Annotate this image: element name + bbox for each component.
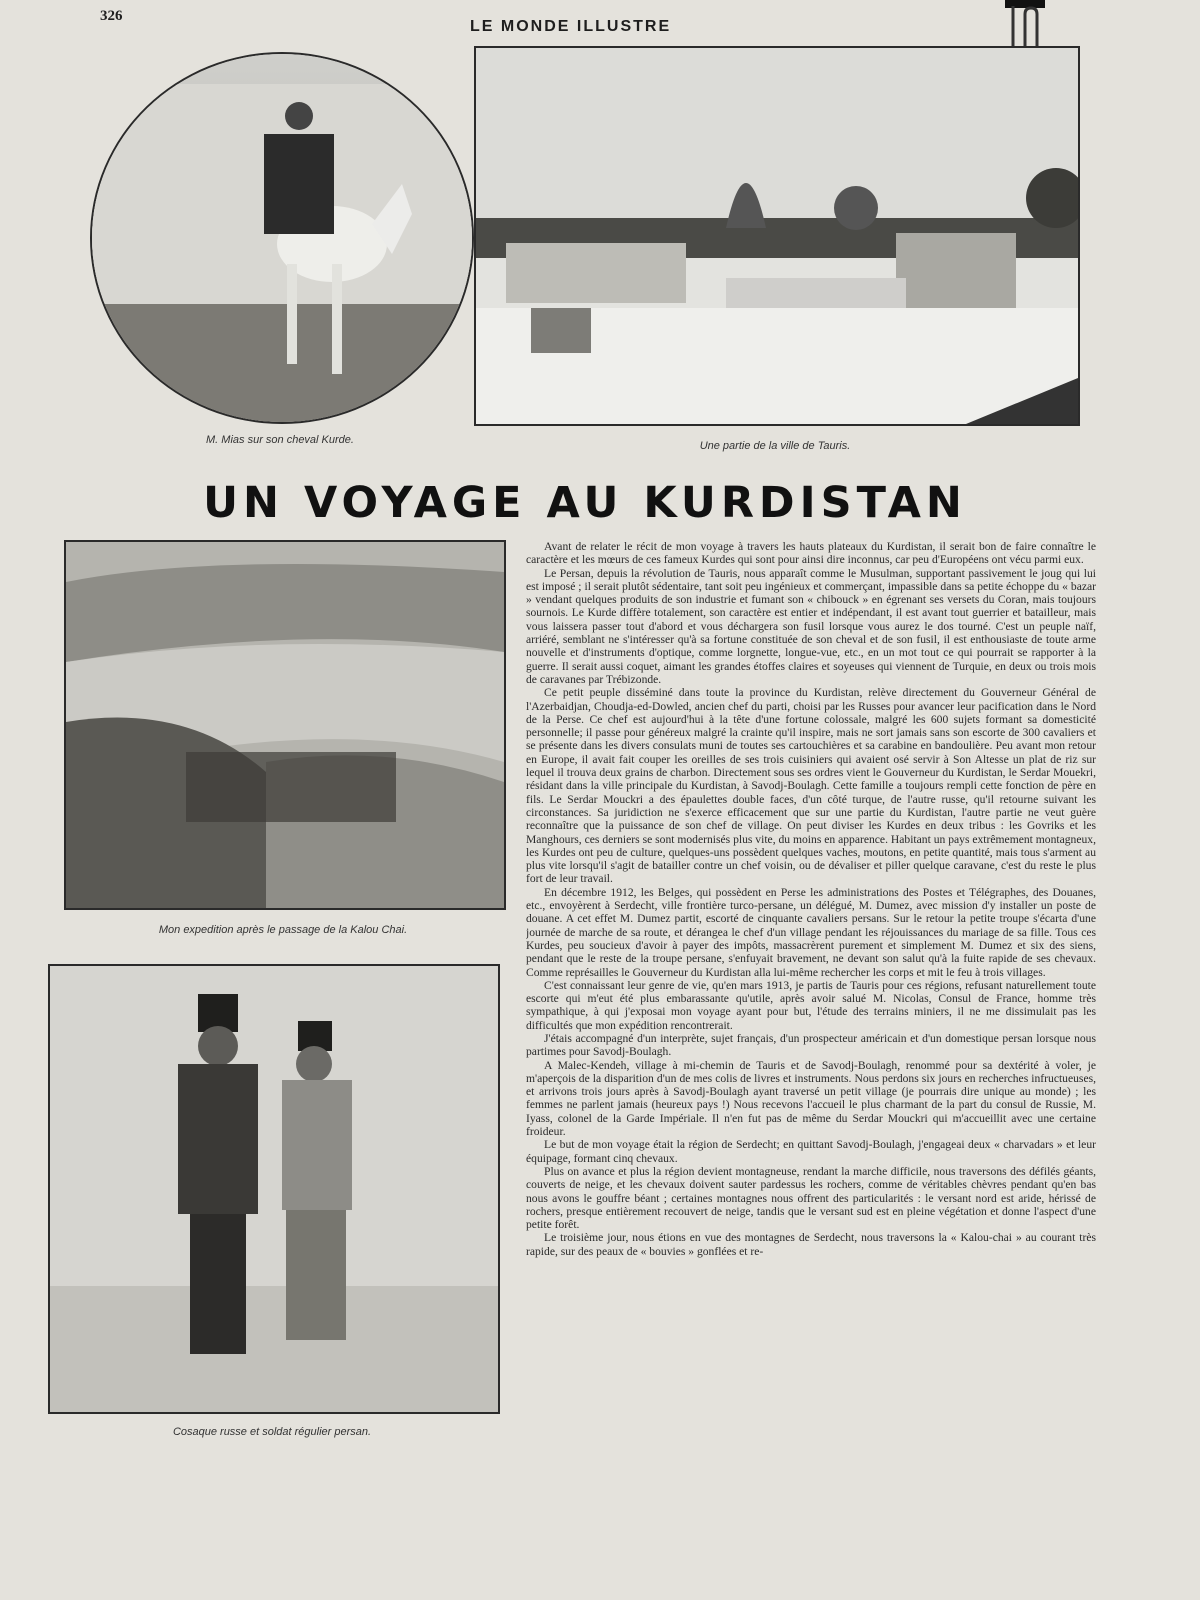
soldiers-photo xyxy=(48,964,500,1414)
article-paragraph: En décembre 1912, les Belges, qui possèdent en Perse les administrations des Postes et Télégraphes, des Douanes, etc., envoyèrent à Serdecht, ville frontière turco-persane, un délégué, M. Dumez, avec mission d'y installer un poste de douane. A cet effet M. Dumez partit, escorté de cinquante cavaliers persans. Sur le retour la petite troupe s'écarta d'une journée de marche de sa route, et dérangea le chef d'un village pendant les réjouissances du mariage de sa fille. Tous ces Kurdes, peu soucieux d'avoir à payer des impôts, massacrèrent purement et simplement M. Dumez et six des siens, pendant que le reste de la troupe persane, s'enfuyait bravement, ne devant son salut qu'à la fuite rapide de ses chevaux. Comme représailles le Gouverneur du Kurdistan alla lui-même rechercher les corps et mit le feu à trois villages. xyxy=(526,885,1096,979)
town-photo xyxy=(474,46,1080,426)
article-paragraph: Plus on avance et plus la région devient montagneuse, rendant la marche difficile, nous traversons des défilés géants, couverts de neige, et les chevaux doivent sauter pardessus les rochers, comme de véritables chèvres pendant qu'en bas nous avons le gouffre béant ; certaines montagnes nous offrent des particularités : le versant nord est aride, hérissé de rochers, presque entièrement recouvert de neige, tandis que le versant sud est en pleine végétation et donne l'aspect d'une petite forêt. xyxy=(526,1164,1096,1232)
page-number: 326 xyxy=(100,8,123,24)
article-paragraph: C'est connaissant leur genre de vie, qu'en mars 1913, je partis de Tauris pour ces régions, refusant naturellement toute escorte qui m'eut été plus embarassante qu'utile, après avoir salué M. Nicolas, Consul de France, homme très sympathique, à qui j'exposai mon voyage ayant pour but, l'étude des terrains miniers, il ne me dissimulait pas les difficultés que mon expédition rencontrerait. xyxy=(526,978,1096,1032)
article-body xyxy=(526,540,1096,1480)
rider-photo xyxy=(90,52,474,424)
expedition-caption: Mon expedition après le passage de la Kalou Chai. xyxy=(158,924,408,936)
expedition-photo xyxy=(64,540,506,910)
article-paragraph: Le troisième jour, nous étions en vue des montagnes de Serdecht, nous traversons la « Kalou-chai » au courant très rapide, sur des peaux de « bouvies » gonflées et re- xyxy=(526,1231,1096,1258)
article-paragraph: Le but de mon voyage était la région de Serdecht; en quittant Savodj-Boulagh, j'engageai deux « charvadars » et leur équipage, formant cinq chevaux. xyxy=(526,1138,1096,1165)
soldiers-caption: Cosaque russe et soldat régulier persan. xyxy=(172,1426,372,1438)
town-caption: Une partie de la ville de Tauris. xyxy=(699,440,851,452)
article-paragraph: Le Persan, depuis la révolution de Tauris, nous apparaît comme le Musulman, supportant passivement le joug qui lui est imposé ; il serait plutôt sédentaire, tant soit peu ingénieux et commerçant, impassible dans sa petite échoppe du « bazar » vendant quelques produits de son industrie et fumant son « chibouck » en égrenant ses versets du Coran, mais toujours sournois. Le Kurde diffère totalement, son caractère est entier et indépendant, il est avant tout guerrier et batailleur, mais vous laissera passer tout d'abord et vous déchargera son fusil lorsque vous aurez le dos tourné. C'est un peuple naïf, arriéré, semblant ne s'intéresser qu'à sa fortune constituée de son cheval et de son fusil, il est enthousiaste de toute arme nouvelle et d'instruments d'optique, comme lorgnette, longue-vue, etc., en un mot tout ce qui pourrait se rapporter à la guerre. Il serait aussi coquet, aimant les grandes étoffes claires et soyeuses qui viennent de Turquie, en deux ou trois mois de caravanes par Trébizonde. xyxy=(526,566,1096,686)
page-title: UN VOYAGE AU KURDISTAN xyxy=(203,478,967,528)
running-head: LE MONDE ILLUSTRE xyxy=(470,18,672,35)
article-paragraph: A Malec-Kendeh, village à mi-chemin de Tauris et de Savodj-Boulagh, renommé pour sa dextérité à voler, je m'aperçois de la disparition d'un de mes colis de livres et instruments. Nous perdons six jours en recherches infructueuses, et arrivons trois jours après à Savodj-Boulagh ayant traversé un petit village (je pourrais dire unique au monde) ; les femmes ne parlent jamais (heureux pays !) Nous recevons l'accueil le plus charmant de la part du consul de Russie, M. Iyass, colonel de la Garde Impériale. Il n'en fut pas de même du Serdar Mouckri qui m'accueillit avec une certaine froideur. xyxy=(526,1058,1096,1139)
article-paragraph: J'étais accompagné d'un interprète, sujet français, d'un prospecteur américain et d'un domestique persan lorsque nous partimes pour Savodj-Boulagh. xyxy=(526,1031,1096,1059)
article-paragraph: Ce petit peuple disséminé dans toute la province du Kurdistan, relève directement du Gouverneur Général de l'Azerbaidjan, Choudja-ed-Dowled, ancien chef du parti, choisi par les Russes pour avancer leur pacification dans le Nord de la Perse. Ce chef est aujourd'hui à la tête d'une fortune colossale, malgré les 600 sujets formant sa domesticité personnelle; il passe pour généreux malgré la crainte qu'il inspire, mais ne sort jamais sans son escorte de 300 cavaliers et se présente dans les divers consulats muni de toutes ses cartouchières et sa carabine en bandoulière. Peu avant mon retour en Europe, il avait fait couper les oreilles de ses trois cuisiniers qui avaient osé servir à Son Altesse un plat de riz sur lequel il trouva deux grains de charbon. Directement sous ses ordres vient le Gouverneur du Kurdistan, le Serdar Mouekri, résidant dans la ville principale du Kurdistan, à Savodj-Boulagh. Cette famille a toujours rempli cette fonction de père en fils. Le Serdar Mouckri a des épaulettes double faces, d'un côté turque, de l'autre russe, qu'il retourne suivant les circonstances. Sa juridiction ne s'exerce efficacement que sur une partie du Kurdistan, l'autre partie ne veut guère reconnaître que la puissance de son chef de village. On peut diviser les Kurdes en deux tribus : les Govriks et les Manghours, ces derniers se sont modernisés plus vite, du moins en apparence. Habitant un pays extrêmement montagneux, les Kurdes ont peu de culture, quelques-uns possèdent quelques vaches, moutons, en petite quantité, mais tous s'arment au plus vite lorsqu'il s'agit de batailler contre un chef voisin, ou de dévaliser et piller quelque caravane, c'est du reste le plus fort de leur travail. xyxy=(526,686,1096,886)
rider-caption: M. Mias sur son cheval Kurde. xyxy=(206,434,354,446)
article-paragraph: Avant de relater le récit de mon voyage à travers les hauts plateaux du Kurdistan, il serait bon de faire connaître le caractère et les mœurs de ces fameux Kurdes qui sont pour ainsi dire inconnus, car peu d'Européens ont vécu parmi eux. xyxy=(526,540,1096,567)
